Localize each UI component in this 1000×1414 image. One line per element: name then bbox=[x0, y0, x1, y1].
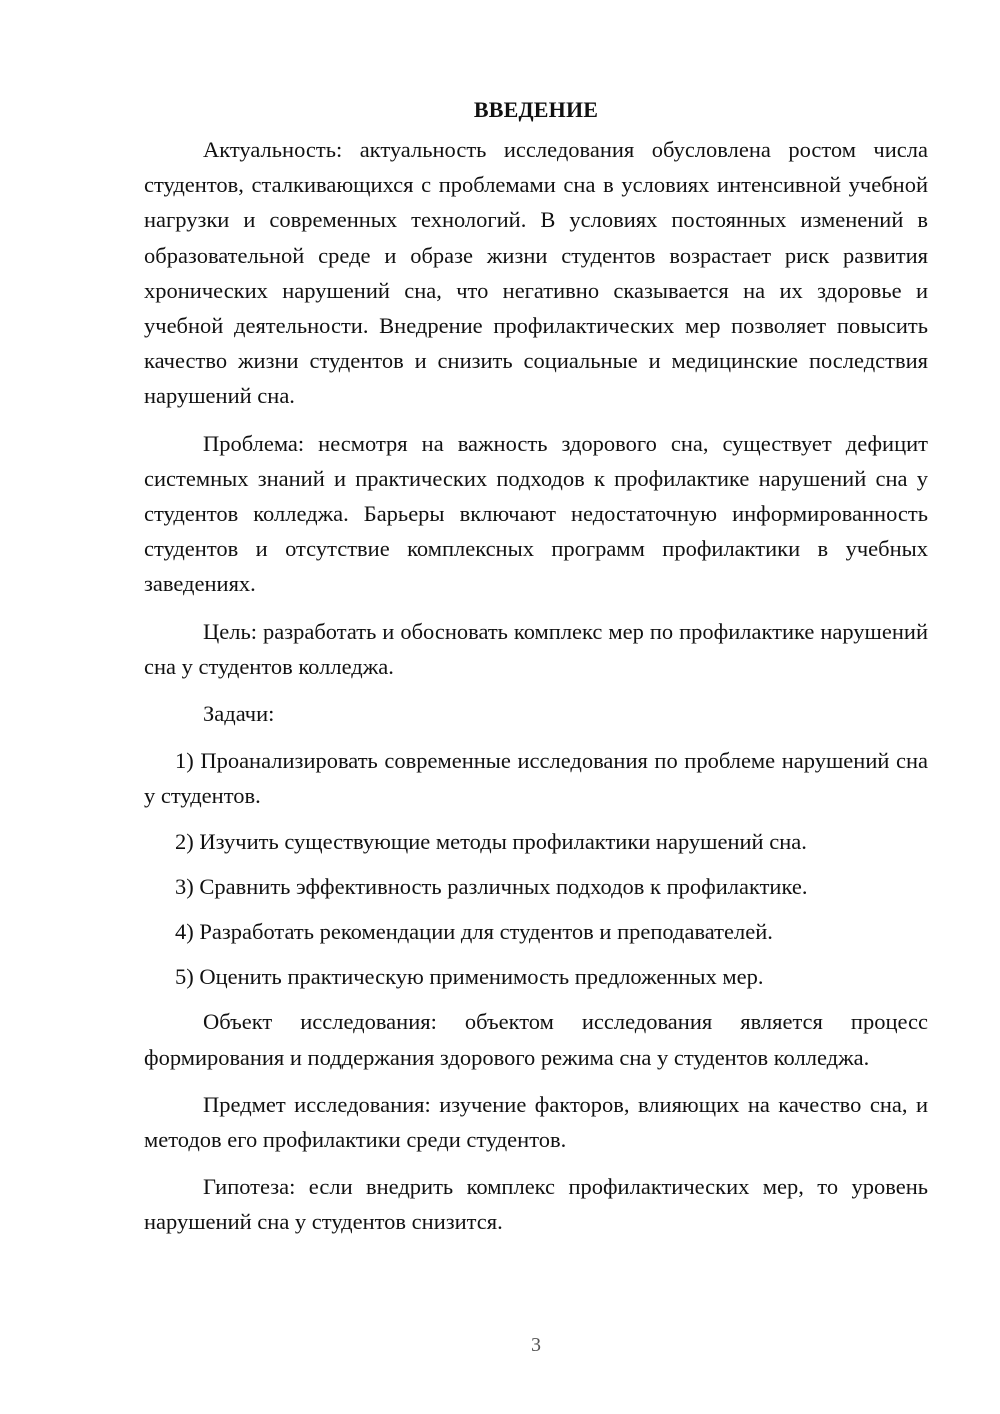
tasks-list bbox=[144, 743, 928, 994]
page-number: 3 bbox=[531, 1334, 541, 1356]
task-item: 3) Сравнить эффективность различных подходов к профилактике. bbox=[175, 873, 808, 899]
task-item: 5) Оценить практическую применимость предложенных мер. bbox=[175, 964, 764, 990]
task-item: 1) Проанализировать современные исследования по проблеме нарушений сна у студентов. bbox=[144, 748, 928, 809]
hypothesis-paragraph: Гипотеза: если внедрить комплекс профилактических мер, то уровень нарушений сна у студентов снизится. bbox=[144, 1174, 928, 1235]
problem-paragraph: Проблема: несмотря на важность здорового сна, существует дефицит системных знаний и практических подходов к профилактике нарушений сна у студентов колледжа. Барьеры включают недостаточную информированность студентов и отсутствие комплексных программ профилактики в учебных заведениях. bbox=[144, 430, 928, 597]
object-paragraph: Объект исследования: объектом исследования является процесс формирования и поддержания здорового режима сна у студентов колледжа. bbox=[144, 1009, 928, 1070]
tasks-title: Задачи: bbox=[203, 701, 275, 727]
subject-paragraph: Предмет исследования: изучение факторов, влияющих на качество сна, и методов его профилактики среди студентов. bbox=[144, 1091, 928, 1153]
task-item: 2) Изучить существующие методы профилактики нарушений сна. bbox=[175, 828, 807, 854]
section-heading: ВВЕДЕНИЕ bbox=[473, 97, 599, 122]
page-content bbox=[144, 92, 928, 1252]
relevance-paragraph: Актуальность: актуальность исследования обусловлена ростом числа студентов, сталкивающихся с проблемами сна в условиях интенсивной учебной нагрузки и современных технологий. В условиях постоянных изменений в образовательной среде и образе жизни студентов возрастает риск развития хронических нарушений сна, что негативно сказывается на их здоровье и учебной деятельности. Внедрение профилактических мер позволяет повысить качество жизни студентов и снизить социальные и медицинские последствия нарушений сна. bbox=[144, 137, 928, 409]
task-item: 4) Разработать рекомендации для студентов и преподавателей. bbox=[175, 919, 773, 945]
goal-paragraph: Цель: разработать и обосновать комплекс мер по профилактике нарушений сна у студентов колледжа. bbox=[144, 618, 928, 679]
